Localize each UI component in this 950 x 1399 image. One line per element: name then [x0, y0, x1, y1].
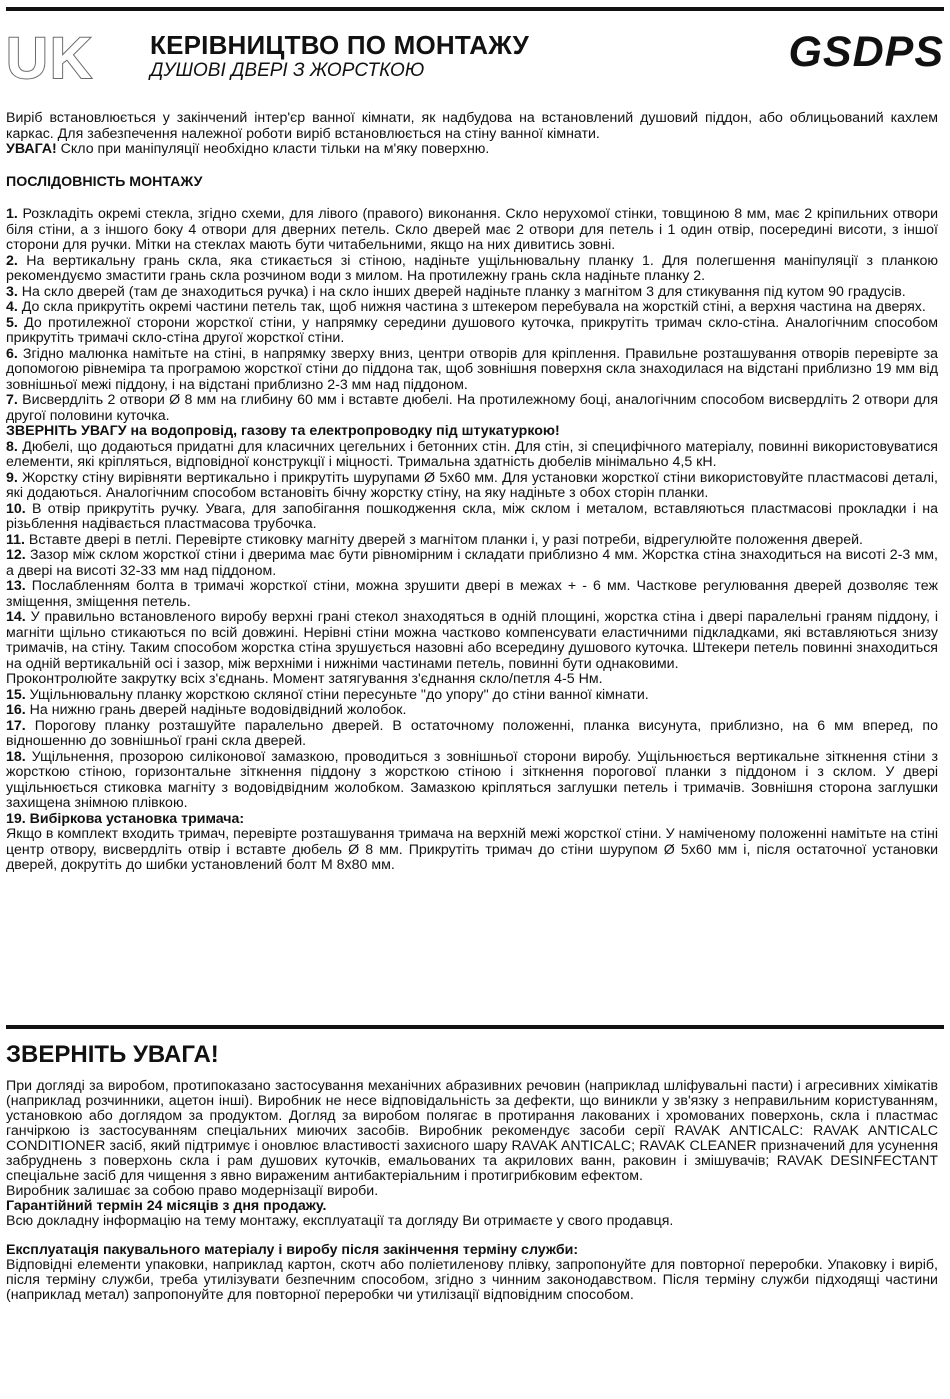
step-item [6, 750, 938, 812]
step-number: 6. [6, 345, 18, 362]
step-item [6, 300, 938, 316]
steps-list [6, 207, 938, 874]
step-text: Згідно малюнка намітьте на стіні, в напрямку зверху вниз, центри отворів для кріплення. Правильне розташування отворів перевірте за допомогою рівнеміра та програмою жорсткої стіни до піддона так, щоб зовнішня поверхня скла знаходилася на відстані приблизно 19 мм від зовнішньої межі піддону, і на відстані приблизно 2-3 мм над піддоном. [6, 345, 938, 393]
installation-section [6, 111, 938, 874]
modernization-text: Виробник залишає за собою право модернізації вироби. [6, 1183, 379, 1199]
care-section [6, 1079, 938, 1303]
language-code: UK [6, 26, 94, 91]
disposal-heading [6, 1243, 938, 1258]
warning-title: ЗВЕРНІТЬ УВАГА! [6, 1041, 219, 1068]
step-number: 19. [6, 810, 26, 827]
step-number: 3. [6, 283, 18, 300]
product-code: GSDPS [788, 28, 944, 76]
warning-text: Скло при маніпуляції необхідно класти тільки на м'яку поверхню. [56, 141, 490, 157]
title-block [150, 30, 529, 82]
top-rule [6, 7, 944, 11]
step-item [6, 347, 938, 394]
step-text: До скла прикрутіть окремі частини петель так, щоб нижня частина з штекером перебувала на жорсткій стіні, а верхня частина на дверях. [17, 299, 926, 315]
step-number: 13. [6, 578, 26, 594]
step-item [6, 548, 938, 579]
step-number: 18. [6, 748, 26, 765]
step-text: На нижню грань дверей надіньте водовідвідний жолобок. [25, 702, 407, 718]
step-number: 2. [6, 252, 18, 269]
warranty-text [6, 1199, 938, 1214]
step-number: 10. [6, 500, 26, 517]
warning-label: УВАГА! [6, 141, 57, 157]
step-number: 9. [6, 469, 18, 486]
step-number: 8. [6, 438, 18, 455]
sequence-heading: ПОСЛІДОВНІСТЬ МОНТАЖУ [6, 173, 203, 190]
step-number: 17. [6, 717, 26, 734]
step-text: ЗВЕРНІТЬ УВАГУ на водопровід, газову та електропроводку під штукатуркою! [6, 423, 560, 439]
section-rule [6, 1025, 944, 1029]
step-item [6, 207, 938, 254]
step-number: 11. [6, 531, 25, 548]
step-text: Висвердліть 2 отвори Ø 8 мм на глибину 60 мм і вставте дюбелі. На протилежному боці, аналогічним способом висвердліть 2 отвори для другої половини куточка. [6, 392, 938, 424]
step-item [6, 703, 938, 719]
step-number: 15. [6, 686, 26, 703]
step-item [6, 672, 938, 688]
step-number: 4. [6, 299, 18, 315]
page-subtitle: ДУШОВІ ДВЕРІ З ЖОРСТКОЮ [150, 60, 425, 81]
step-item [6, 827, 938, 874]
intro-warning [6, 142, 938, 158]
step-text: Послабленням болта в тримачі жорсткої стіни, можна зрушити двері в межах + - 6 мм. Часткове регулювання дверей дозволяє теж зміщення, зміщення петель. [6, 578, 938, 610]
step-text: Зазор між склом жорсткої стіни і дверима має бути рівномірним і складати приблизно 4 мм. Жорстка стіна знаходиться на висоті 2-3 мм, а двері на висоті 32-33 мм над піддоном. [6, 547, 938, 579]
step-number: 14. [6, 609, 26, 625]
step-text: У правильно встановленого виробу верхні грані стекол знаходяться в одній площині, жорстка стіна і двері паралельні граням піддону, і магніти щільно стикаються по всій довжині. Нерівні стіни можна частково компенсувати еластичними підкладками, які вставляються знизу тримачів, на стіну. Таким способом жорстка стіна зрушується назовні або всередину душового куточка. Штекери петель повинні знаходиться на одній вертикальній осі і зазор, між верхніми і нижніми частинами петель, повинні бути однаковими. [6, 609, 938, 672]
step-text: Порогову планку розташуйте паралельно дверей. В остаточному положенні, планка висунута, приблизно, на 6 мм вперед, по відношенню до зовнішньої грані скла дверей. [6, 717, 938, 749]
page-title: КЕРІВНИЦТВО ПО МОНТАЖУ [150, 30, 530, 60]
step-item [6, 812, 938, 828]
step-item [6, 393, 938, 424]
step-item [6, 254, 938, 285]
step-number: 7. [6, 392, 18, 408]
care-text: При догляді за виробом, протипоказано застосування механічних абразивних речовин (наприклад шліфувальні пасти) і агресивних хімікатів (наприклад розчинники, ацетон інші). Виробник не несе відповідальність за дефекти, що виникли у зв'язку з неправильним користуванням, установкою або доглядом за продуктом. Догляд за виробом полягає в протирання лакованих і хромованих поверхонь, скла і пластмас ганчіркою із застосуванням спеціальних миючих засобів. Виробник рекомендує засоби серії RAVAK ANTICALC: RAVAK ANTICALC CONDITIONER засіб, який підтримує і оновлює властивості захисного шару RAVAK ANTICALC; RAVAK CLEANER призначений для усунення забруднень з поверхонь скла і рам душових куточків, емальованих та акрилових ванн, раковин і змішувачів; RAVAK DESINFECTANT спеціальне засіб для чищення з явно вираженим антибактеріальним і протигрибковим ефектом. [6, 1078, 938, 1184]
step-item [6, 285, 938, 301]
disposal-label: Експлуатація пакувального матеріалу і виробу після закінчення терміну служби: [6, 1242, 579, 1258]
step-item [6, 471, 938, 502]
intro-text: Виріб встановлюється у закінчений інтер'єр ванної кімнати, як надбудова на встановлений душовий піддон, або облицьований кахлем каркас. Для забезпечення належної роботи виріб встановлюється на стіну ванної кімнати. [6, 110, 938, 142]
step-text: Вибіркова установка тримача: [25, 810, 245, 827]
step-text: На вертикальну грань скла, яка стикається зі стіною, надіньте ущільнювальну планку 1. Для полегшення маніпуляції з планкою рекомендуємо змастити грань скла розчином води з милом. На протилежну грань скла надіньте планку 2. [6, 252, 938, 284]
step-item [6, 424, 938, 440]
step-text: Ущільнення, прозорою силіконової замазкою, проводиться з зовнішньої сторони виробу. Ущільнюється вертикальне зіткнення стіни з жорсткою стіною, горизонтальне зіткнення піддону з жорсткою стіною і зіткнення порогової планки з піддоном і з склом. У двері ущільнюється стиковка магніту з водовідвідним жолобком. Замазкою кріпляться заглушки петель і тримачів. Зовнішня сторона заглушки захищена знімною плівкою. [6, 748, 938, 811]
step-item [6, 440, 938, 471]
step-text: В отвір прикрутіть ручку. Увага, для запобігання пошкодження скла, між склом і металом, вставляються пластмасові прокладки і на різьблення надівається пластмасова трубочка. [6, 500, 938, 532]
step-item [6, 719, 938, 750]
step-text: Дюбелі, що додаються придатні для класичних цегельних і бетонних стін. Для стін, зі специфічного матеріалу, повинні використовуватися елементи, які кріпляться, відповідної конструкції і міцності. Тримальна здатність дюбелів мінімально 4,5 кН. [6, 438, 938, 470]
step-item [6, 533, 938, 549]
disposal-text: Відповідні елементи упаковки, наприклад картон, скотч або поліетиленову плівку, запропонуйте для повторної переробки. Упаковку і виріб, після терміну служби, треба утилізувати безпечним способом, згідно з чинним законодавством. Після терміну служби підходящі частини (наприклад метал) запропонуйте для повторної переробки чи утилізації відповідним способом. [6, 1257, 938, 1303]
step-text: До протилежної сторони жорсткої стіни, у напрямку середини душового куточка, прикрутіть тримач скло-стіна. Аналогічним способом прикрутіть тримачі скло-стіна другої жорсткої стіни. [6, 314, 938, 346]
step-item [6, 579, 938, 610]
warranty-label: Гарантійний термін 24 місяців з дня продажу. [6, 1198, 327, 1214]
step-text: Розкладіть окремі стекла, згідно схеми, для лівого (правого) виконання. Скло нерухомої стінки, товщиною 8 мм, має 2 кріпильних отвори біля стіни, а з іншого боку 4 отвори для дверних петель. Скло дверей має 2 отвори для петель і 1 один отвір, посередині висоти, з іншої сторони для ручки. Мітки на стеклах мають бути читабельними, якщо на них дивитись зовні. [6, 206, 938, 253]
step-number: 1. [6, 206, 18, 222]
step-number: 16. [6, 702, 26, 718]
step-text: Якщо в комплект входить тримач, перевірте розташування тримача на верхній межі жорсткої стіни. У наміченому положенні намітьте на стіні центр отвору, висвердліть отвір і вставте дюбель Ø 8 мм. Прикрутіть тримач до стіни шурупом Ø 5х60 мм і, після остаточної установки дверей, докрутіть до шибки установлений болт М 8х80 мм. [6, 826, 938, 873]
step-text: Вставте двері в петлі. Перевірте стиковку магніту дверей з магнітом планки і, у разі потреби, відрегулюйте положення дверей. [24, 531, 863, 548]
step-text: Ущільнювальну планку жорсткою скляної стіни пересуньте "до упору" до стіни ванної кімнати. [25, 686, 649, 703]
step-item [6, 502, 938, 533]
step-number: 12. [6, 547, 26, 563]
step-item [6, 316, 938, 347]
step-text: Жорстку стіну вирівняти вертикально і прикрутіть шурупами Ø 5х60 мм. Для установки жорсткої стіни використовуйте пластмасові деталі, які додаються. Аналогічним способом встановіть бічну жорстку стіну, на яку надіньте з обох сторін планки. [6, 469, 938, 501]
step-number: 5. [6, 314, 18, 331]
step-text: На скло дверей (там де знаходиться ручка) і на скло інших дверей надіньте планку з магнітом 3 для стикування під кутом 90 градусів. [17, 283, 906, 300]
step-item [6, 688, 938, 704]
step-item [6, 610, 938, 672]
info-text: Всю докладну інформацію на тему монтажу, експлуатації та догляду Ви отримаєте у свого продавця. [6, 1213, 674, 1229]
step-text: Проконтролюйте закрутку всіх з'єднань. Момент затягування з'єднання скло/петля 4-5 Нм. [6, 671, 603, 687]
